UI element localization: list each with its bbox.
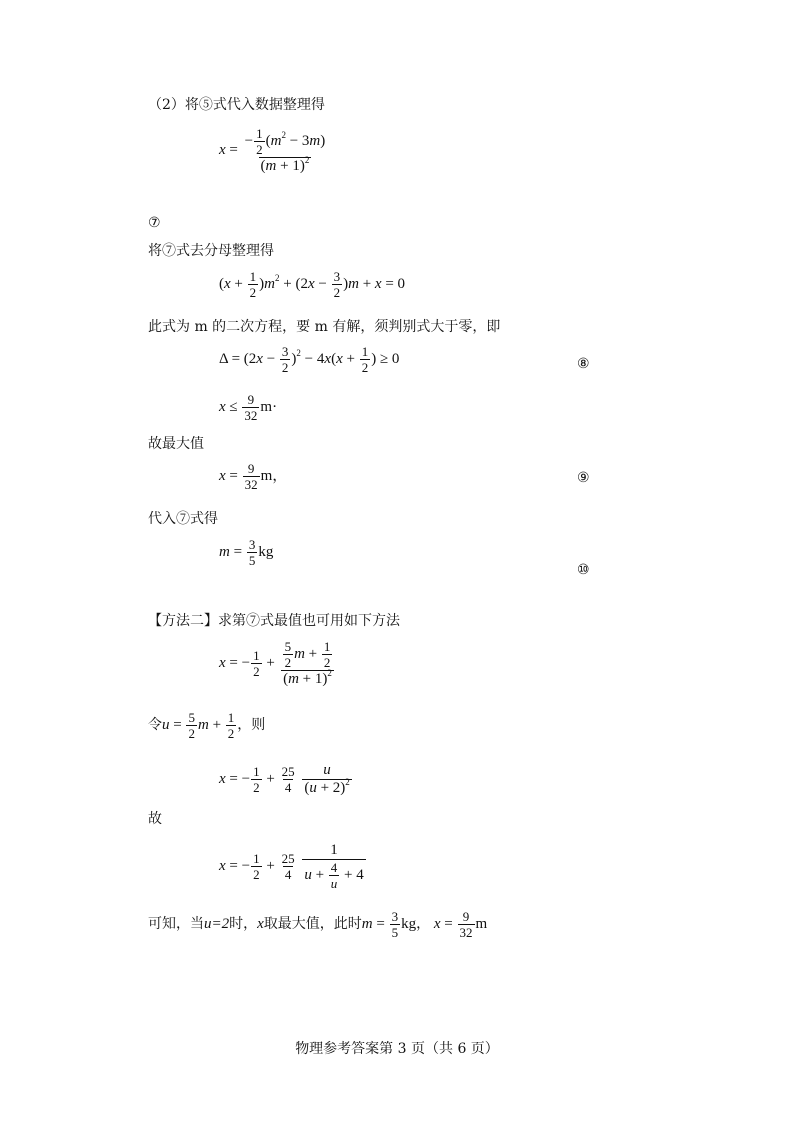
u-equation: x = − $\frac{1}{2}$ + $\frac{25}{4}$ $\frac{u}{(u + 2)^2}$ (219, 762, 350, 796)
eq9-label: ⑨ (577, 470, 590, 486)
substitution-line: 令u = $\frac{5}{2}$ m + $\frac{1}{2}$ ，则 (148, 710, 266, 741)
mass-equation: m = $\frac{3}{5}$ kg (219, 537, 274, 568)
method2-heading: 【方法二】求第⑦式最值也可用如下方法 (148, 613, 400, 629)
discriminant-equation: Δ = (2x − $\frac{3}{2}$ )$^2$ − 4x(x + $\frac{1}{2}$ ) ≥ 0 (219, 344, 400, 375)
eq7-step-text: 将⑦式去分母整理得 (148, 243, 274, 259)
quadratic-note: 此式为 m 的二次方程，要 m 有解，须判别式大于零，即 (148, 319, 501, 335)
conclusion-mid2: 取最大值，此时 (263, 916, 362, 932)
eq7-label: ⑦ (148, 215, 161, 231)
let-u-prefix: 令 (148, 717, 162, 733)
part2-heading: （2）将⑤式代入数据整理得 (148, 97, 325, 113)
u-value: u=2 (204, 915, 230, 932)
max-value-equation: x = $\frac{9}{32}$ m， (219, 461, 288, 492)
conclusion-sep: ， (416, 916, 431, 932)
quadratic-equation: (x + $\frac{1}{2}$ )$m^2 + (2x$ − $\frac{3}{2}$ )m + x = 0 (219, 269, 406, 300)
conclusion-mid: 时， (229, 916, 258, 932)
let-u-suffix: ，则 (237, 717, 266, 733)
substitute-heading: 代入⑦式得 (148, 511, 218, 527)
eq8-label: ⑧ (577, 356, 590, 372)
conclusion-prefix: 可知，当 (148, 916, 204, 932)
final-form-equation: x = − $\frac{1}{2}$ + $\frac{25}{4}$ 1 u + $\frac{4}{u}$ + 4 (219, 842, 364, 891)
max-heading: 故最大值 (148, 436, 204, 452)
page-footer: 物理参考答案第 3 页（共 6 页） (295, 1041, 499, 1057)
method2-equation: x = − $\frac{1}{2}$ + $\frac{5}{2}$ m + $\frac{1}{2}$ $(m + 1)^2$ (219, 639, 332, 687)
conclusion-line: 可知，当u=2时，x取最大值，此时m = $\frac{3}{5}$ kg， x = $\frac{9}{32}$ m (148, 909, 488, 940)
eq10-label: ⑩ (577, 562, 590, 578)
equation-7: x = − $\frac{1}{2}$ $(m^2 - 3m)$ $(m + 1)^2$ (219, 126, 326, 174)
inequality-result: x ≤ $\frac{9}{32}$ m· (219, 392, 278, 423)
therefore-text: 故 (148, 811, 162, 827)
